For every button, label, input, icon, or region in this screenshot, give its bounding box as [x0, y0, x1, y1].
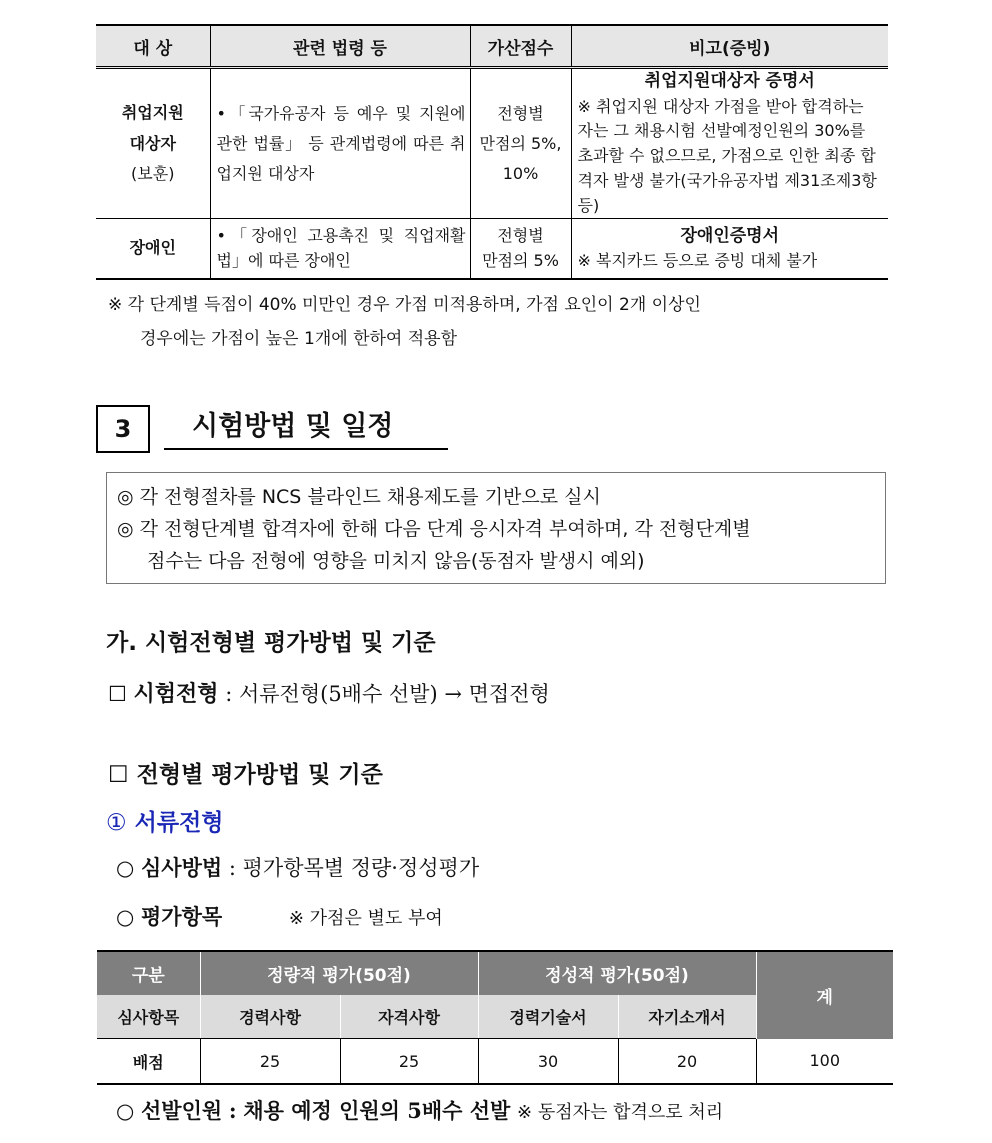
exam-process-value: 서류전형(5배수 선발) → 면접전형 — [238, 682, 550, 706]
table-header-row — [96, 25, 888, 68]
score-cell: 30 — [478, 1039, 618, 1085]
score-cell: 전형별 만점의 5% — [470, 219, 571, 279]
note-cell: 취업지원대상자 증명서 ※ 취업지원 대상자 가점을 받아 합격하는 자는 그 채용시험 선발예정인원의 30%를 초과할 수 없으므로, 가점으로 인한 최종 합격자 발생 불가(국가유공자법 제31조제3항 등) — [571, 68, 888, 219]
item-career: 경력사항 — [200, 995, 340, 1039]
table-row — [96, 219, 888, 279]
header-target: 대 상 — [96, 25, 210, 68]
method-line: ○ 심사방법 : 평가항목별 정량·정성평가 — [116, 855, 480, 880]
law-cell: •「국가유공자 등 예우 및 지원에 관한 법률」 등 관계법령에 따른 취업지원 대상자 — [210, 68, 470, 219]
header-qualitative: 정성적 평가(50점) — [478, 951, 756, 995]
criteria-heading: ☐ 전형별 평가방법 및 기준 — [108, 762, 383, 788]
footnote: ※ 각 단계별 득점이 40% 미만인 경우 가점 미적용하며, 가점 요인이 2개 이상인 경우에는 가점이 높은 1개에 한하여 적용함 — [108, 295, 701, 349]
section-number: 3 — [96, 405, 150, 453]
subsection-title: 가. 시험전형별 평가방법 및 기준 — [106, 630, 436, 656]
item-career-statement: 경력기술서 — [478, 995, 618, 1039]
header-total: 계 — [756, 951, 893, 1039]
score-total-cell: 100 — [756, 1039, 893, 1085]
header-note: 비고(증빙) — [571, 25, 888, 68]
circle-bullet-icon: ○ — [116, 1099, 135, 1123]
header-law: 관련 법령 등 — [210, 25, 470, 68]
circle-bullet-icon: ○ — [116, 905, 135, 929]
table-row — [96, 68, 888, 219]
document-screening-heading: ① 서류전형 — [106, 810, 224, 836]
note-cell: 장애인증명서 ※ 복지카드 등으로 증빙 대체 불가 — [571, 219, 888, 279]
header-category: 구분 — [97, 951, 200, 995]
item-self-introduction: 자기소개서 — [618, 995, 756, 1039]
items-line: ○ 평가항목 ※ 가점은 별도 부여 — [116, 904, 443, 929]
score-cell: 20 — [618, 1039, 756, 1085]
checkbox-icon: ☐ — [108, 762, 129, 788]
score-cell: 전형별 만점의 5%, 10% — [470, 68, 571, 219]
exam-process-line: ☐ 시험전형 : 서류전형(5배수 선발) → 면접전형 — [108, 682, 550, 707]
circled-one-icon: ① — [106, 810, 127, 836]
table-row — [97, 1039, 893, 1085]
item-certification: 자격사항 — [340, 995, 478, 1039]
exam-process-label: 시험전형 — [133, 682, 219, 707]
checkbox-icon: ☐ — [108, 682, 127, 706]
header-quantitative: 정량적 평가(50점) — [200, 951, 478, 995]
evaluation-table — [97, 950, 893, 1085]
circle-bullet-icon: ○ — [116, 856, 135, 880]
score-cell: 25 — [200, 1039, 340, 1085]
bonus-points-table — [96, 24, 888, 280]
target-cell: 취업지원 대상자 (보훈) — [96, 68, 210, 219]
section-title: 시험방법 및 일정 — [164, 404, 448, 450]
table-header-row — [97, 951, 893, 995]
header-score: 가산점수 — [470, 25, 571, 68]
target-cell: 장애인 — [96, 219, 210, 279]
row-label-items: 심사항목 — [97, 995, 200, 1039]
info-box: ◎ 각 전형절차를 NCS 블라인드 채용제도를 기반으로 실시 ◎ 각 전형단계별 합격자에 한해 다음 단계 응시자격 부여하며, 각 전형단계별 점수는 다음 전형에 영향을 미치지 않음(동점자 발생시 예외) — [106, 472, 886, 584]
law-cell: •「장애인 고용촉진 및 직업재활법」에 따른 장애인 — [210, 219, 470, 279]
selection-line: ○ 선발인원 : 채용 예정 인원의 5배수 선발 ※ 동점자는 합격으로 처리 — [116, 1098, 724, 1123]
score-cell: 25 — [340, 1039, 478, 1085]
row-label-score: 배점 — [97, 1039, 200, 1085]
